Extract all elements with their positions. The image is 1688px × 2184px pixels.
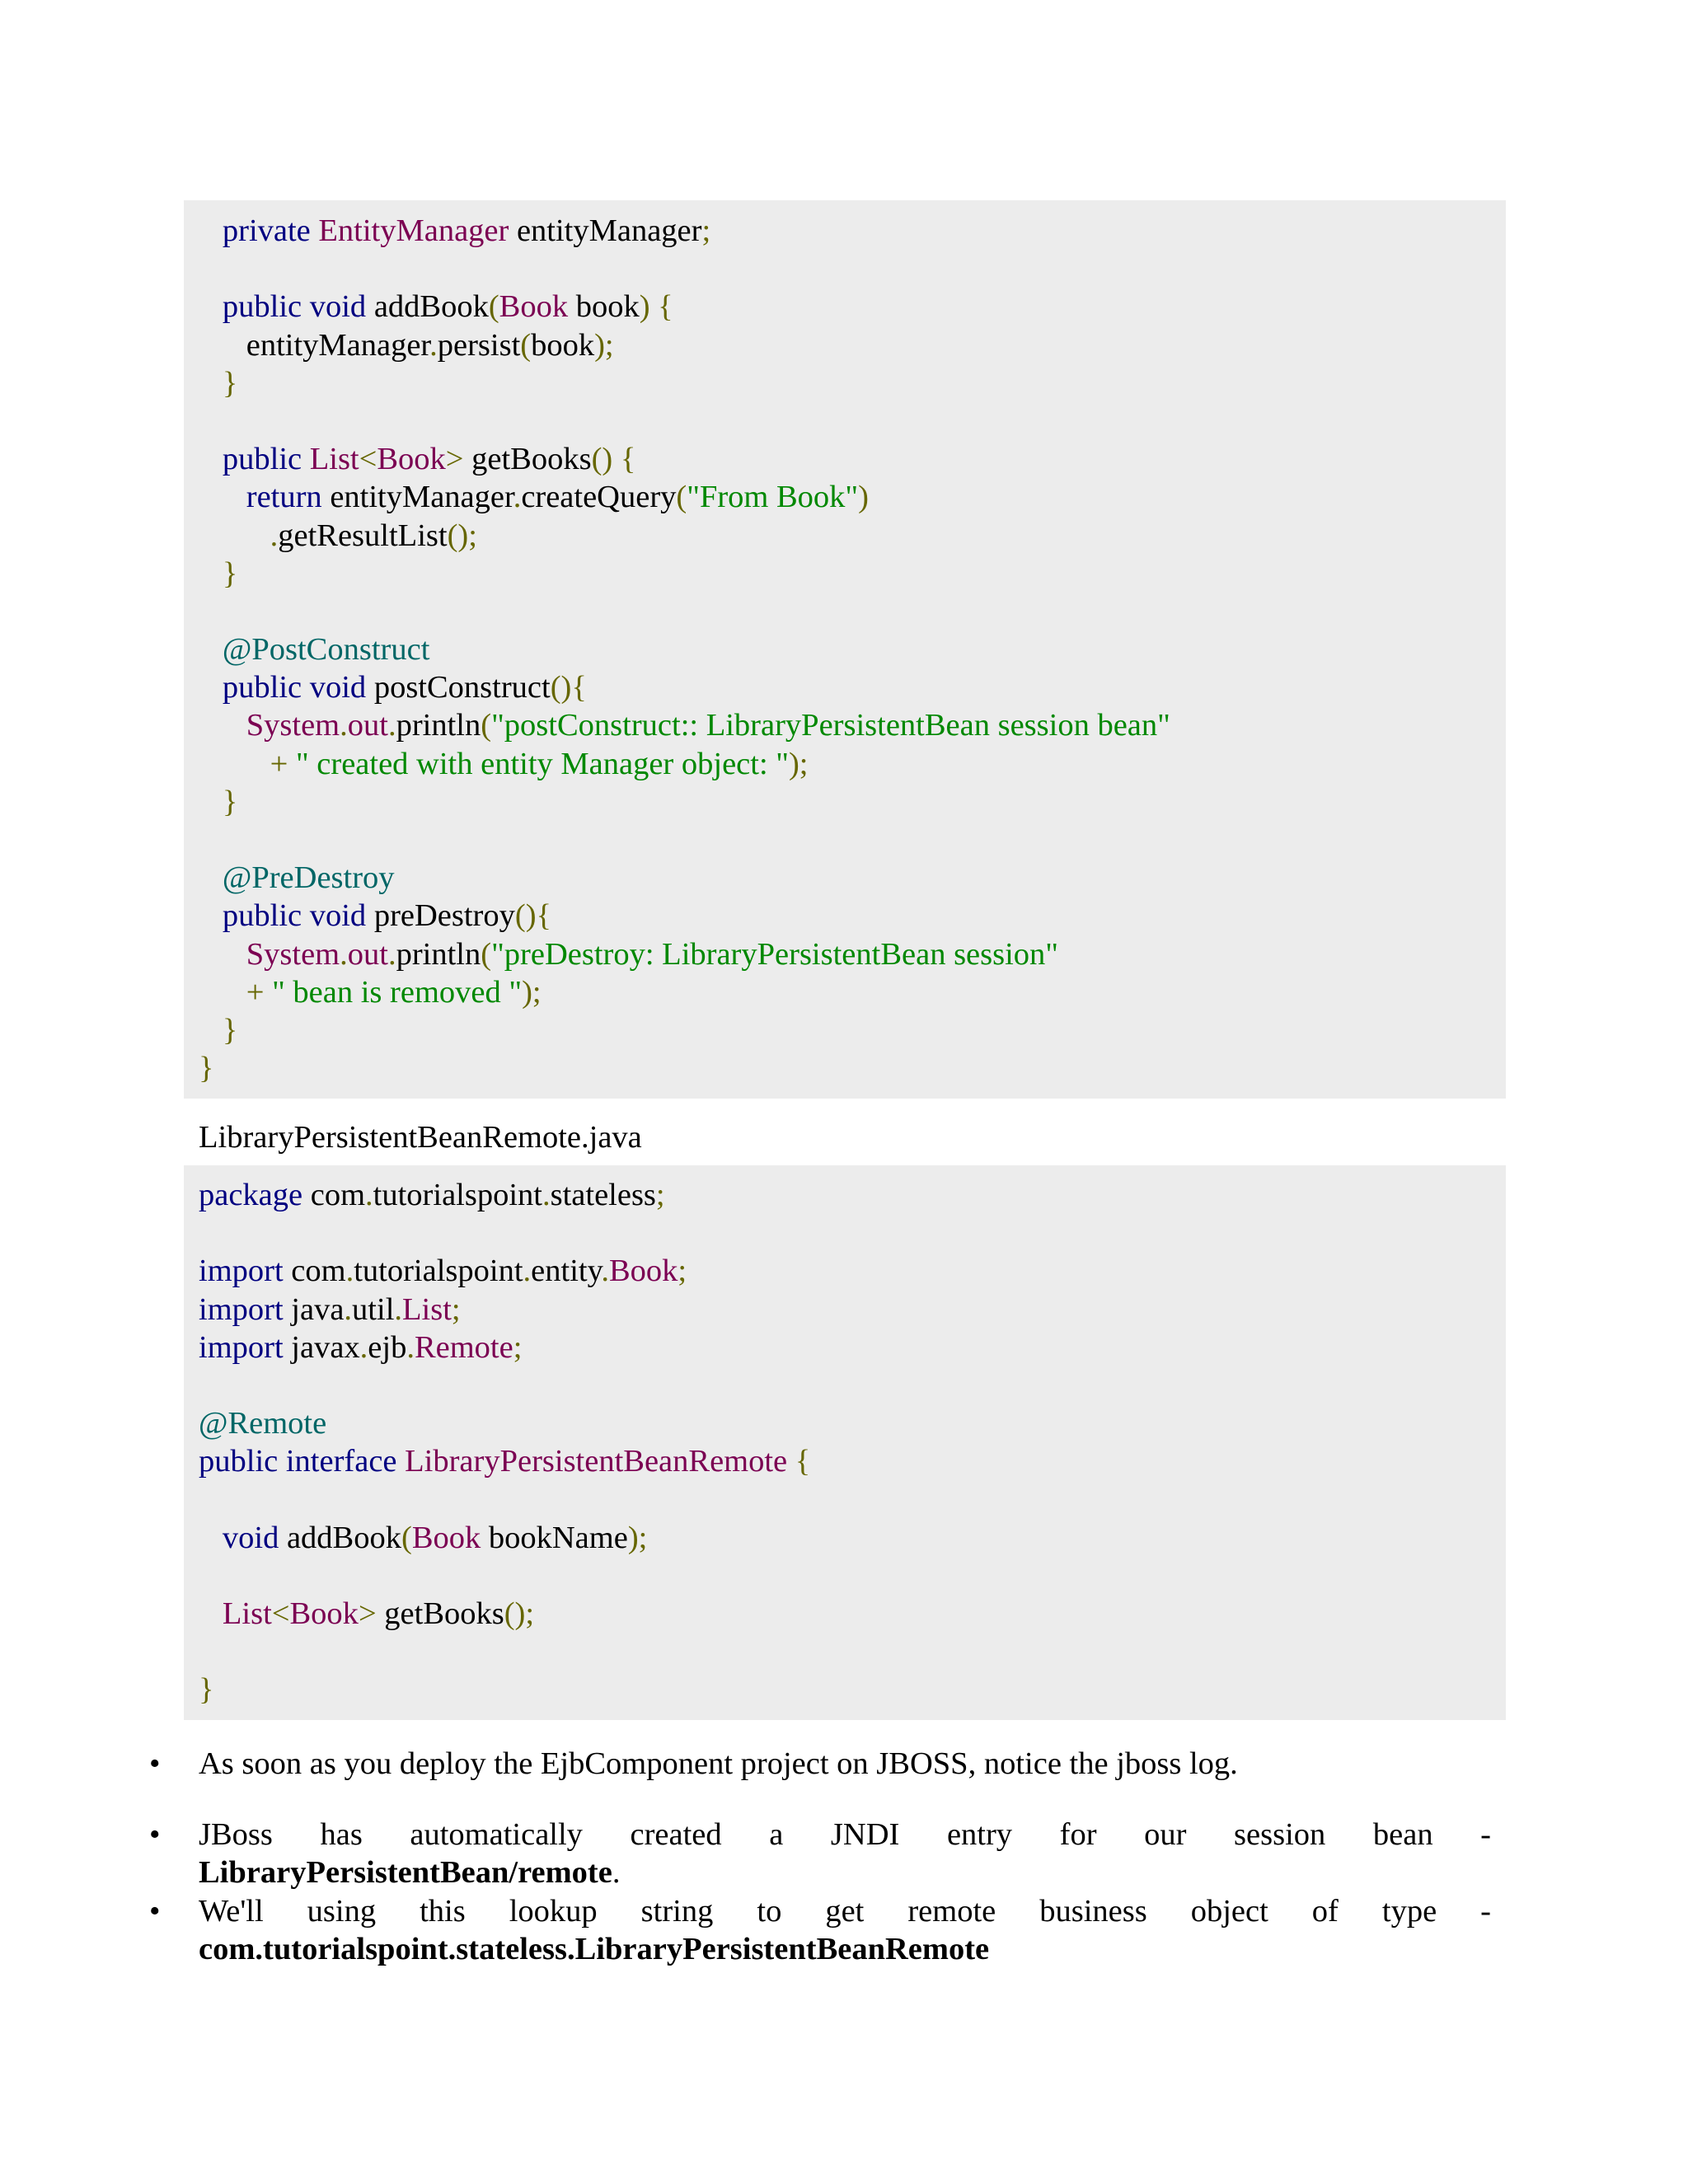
code-token: util — [352, 1291, 395, 1327]
code-token: ; — [513, 1329, 523, 1365]
code-line — [184, 1214, 1506, 1252]
code-line — [184, 1404, 1506, 1442]
code-line — [184, 402, 1506, 440]
bullet-dot: • — [149, 1746, 161, 1781]
code-token: System — [246, 708, 340, 743]
code-token — [199, 480, 246, 514]
code-token: public — [222, 442, 310, 477]
code-line — [184, 859, 1506, 897]
bullet-text-line1: We'll using this lookup string to get remote business object of type - — [199, 1893, 1491, 1929]
code-token: Book — [411, 1520, 481, 1555]
code-token: entityManager — [199, 327, 430, 363]
code-token: ; — [678, 1254, 687, 1289]
code-token — [199, 632, 223, 667]
code-line — [184, 1595, 1506, 1633]
code-token: public void — [222, 289, 374, 325]
code-token — [199, 785, 223, 819]
code-token: @PostConstruct — [222, 632, 430, 668]
code-token: . — [523, 1254, 532, 1289]
code-token: (){ — [550, 670, 587, 705]
code-token: . — [340, 936, 348, 972]
code-token: getBooks — [384, 1596, 504, 1632]
code-token: addBook — [286, 1520, 401, 1555]
code-token: ) — [858, 480, 869, 515]
code-line — [184, 821, 1506, 859]
code-line — [184, 1633, 1506, 1671]
code-block-bean — [184, 200, 1506, 1099]
code-token: List — [402, 1291, 452, 1327]
code-token: "From Book" — [687, 480, 859, 515]
code-token: out — [347, 936, 388, 972]
bullet-list — [149, 1745, 1491, 1968]
code-line — [184, 288, 1506, 326]
code-line — [184, 1252, 1506, 1290]
code-line — [184, 555, 1506, 593]
code-token: import — [199, 1329, 292, 1365]
code-token — [199, 747, 270, 781]
code-token: } — [222, 1012, 238, 1047]
code-token: println — [396, 708, 481, 743]
code-token: { — [787, 1444, 811, 1479]
code-line — [184, 1176, 1506, 1214]
code-line — [184, 440, 1506, 478]
code-token: . — [387, 936, 396, 972]
code-token: . — [345, 1254, 354, 1289]
code-token: Remote — [414, 1329, 513, 1365]
code-token — [199, 1013, 223, 1047]
code-token: < — [359, 442, 377, 477]
code-token: createQuery — [521, 480, 677, 515]
code-line — [184, 745, 1506, 783]
code-token: . — [344, 1291, 353, 1327]
code-token — [199, 670, 223, 705]
code-token: ( — [401, 1520, 412, 1555]
code-token: . — [359, 1329, 368, 1365]
code-token: Book — [377, 442, 446, 477]
code-token: public void — [222, 898, 374, 934]
code-token: getBooks — [471, 442, 592, 477]
code-token: import — [199, 1254, 292, 1289]
code-token: . — [365, 1178, 373, 1212]
code-token: javax — [291, 1329, 360, 1365]
code-token: ( — [488, 289, 499, 325]
bullet-item-lookup — [149, 1892, 1491, 1968]
code-token: > — [358, 1596, 385, 1632]
code-token — [199, 1521, 223, 1555]
code-token: com — [291, 1254, 346, 1289]
bullet-item-deploy — [149, 1745, 1491, 1783]
code-token: ejb — [368, 1329, 407, 1365]
bullet-dot: • — [149, 1893, 161, 1929]
code-token: postConstruct — [373, 670, 551, 705]
code-token: (){ — [514, 898, 551, 934]
code-token: . — [270, 518, 279, 553]
code-token: void — [222, 1520, 287, 1555]
code-token: ); — [627, 1520, 648, 1555]
code-token: List — [222, 1596, 272, 1632]
code-token: ( — [676, 480, 687, 515]
code-token — [199, 366, 223, 401]
code-token: private — [222, 213, 319, 248]
code-token — [199, 860, 223, 895]
code-token: entityManager — [509, 213, 702, 248]
code-line — [184, 517, 1506, 555]
code-token: ; — [451, 1291, 461, 1327]
code-token: import — [199, 1291, 292, 1327]
code-token — [199, 213, 223, 248]
bullet-item-jndi-entry — [149, 1816, 1491, 1891]
code-token: @Remote — [199, 1406, 327, 1441]
code-token: . — [406, 1329, 415, 1365]
code-token: persist — [437, 327, 521, 363]
code-token: @PreDestroy — [222, 860, 395, 896]
code-token: } — [222, 555, 238, 591]
code-token: Book — [289, 1596, 359, 1632]
code-token: . — [387, 708, 396, 743]
code-line — [184, 897, 1506, 935]
code-token: < — [271, 1596, 290, 1632]
code-token: } — [199, 1672, 214, 1708]
bullet-text-tail: . — [612, 1855, 621, 1891]
code-line — [184, 1329, 1506, 1366]
code-token — [199, 442, 223, 476]
code-token: java — [291, 1291, 345, 1327]
code-line — [184, 973, 1506, 1011]
code-token: Book — [608, 1254, 678, 1289]
bullet-bold-jndi-name: LibraryPersistentBean/remote — [199, 1855, 612, 1891]
code-token: + — [270, 746, 296, 781]
code-line — [184, 478, 1506, 516]
code-token: . — [601, 1254, 609, 1289]
code-line — [184, 935, 1506, 973]
code-token: ); — [594, 327, 614, 363]
code-token: () { — [591, 442, 636, 477]
code-line — [184, 326, 1506, 364]
code-token: "preDestroy: LibraryPersistentBean session" — [491, 936, 1059, 972]
code-token: " created with entity Manager object: " — [295, 746, 789, 781]
code-token: ( — [481, 708, 492, 743]
code-token: public void — [222, 670, 374, 705]
code-token — [199, 289, 223, 324]
code-token: book — [568, 289, 640, 325]
code-token — [199, 708, 246, 743]
code-token: LibraryPersistentBeanRemote — [405, 1444, 788, 1479]
code-token: > — [445, 442, 472, 477]
code-token: ); — [522, 974, 542, 1010]
code-token: EntityManager — [318, 213, 509, 248]
code-token: ); — [788, 746, 809, 781]
filename-label: LibraryPersistentBeanRemote.java — [199, 1120, 642, 1155]
code-token: (); — [447, 518, 477, 553]
code-line — [184, 212, 1506, 250]
code-line — [184, 783, 1506, 821]
code-token: ( — [481, 936, 492, 972]
code-token: "postConstruct:: LibraryPersistentBean session bean" — [491, 708, 1170, 743]
code-token: public interface — [199, 1444, 406, 1479]
code-line — [184, 364, 1506, 402]
code-token — [199, 937, 246, 972]
code-token: stateless — [550, 1178, 656, 1212]
code-token: ; — [701, 213, 711, 248]
code-token: out — [347, 708, 388, 743]
code-token: tutorialspoint — [373, 1178, 542, 1212]
bullet-text-line1: JBoss has automatically created a JNDI entry for our session bean - — [199, 1817, 1491, 1853]
code-token: + — [246, 974, 273, 1010]
code-token: } — [222, 784, 238, 819]
code-token: " bean is removed " — [272, 974, 523, 1010]
code-token: tutorialspoint — [354, 1254, 523, 1289]
code-line — [184, 1671, 1506, 1708]
code-line — [184, 1011, 1506, 1049]
code-token: com — [310, 1178, 366, 1212]
code-token: . — [429, 327, 438, 363]
code-block-remote-interface — [184, 1165, 1506, 1720]
code-token: List — [309, 442, 359, 477]
bullet-bold-interface-name: com.tutorialspoint.stateless.LibraryPersistentBeanRemote — [199, 1931, 990, 1966]
code-token: . — [340, 708, 348, 743]
code-token: } — [222, 365, 238, 401]
code-token: ) { — [639, 289, 673, 325]
code-token: . — [394, 1291, 403, 1327]
code-token — [199, 518, 270, 553]
code-token: entity — [531, 1254, 602, 1289]
code-line — [184, 1442, 1506, 1480]
bullet-dot: • — [149, 1817, 161, 1853]
code-token: bookName — [481, 1520, 628, 1555]
code-token: println — [396, 936, 481, 972]
code-line — [184, 1366, 1506, 1404]
code-token: . — [542, 1178, 551, 1212]
code-token: System — [246, 936, 340, 972]
code-token: entityManager — [330, 480, 513, 515]
code-line — [184, 1519, 1506, 1557]
code-token: book — [531, 327, 595, 363]
code-token — [199, 975, 246, 1010]
code-token: return — [246, 480, 331, 515]
code-line — [184, 1291, 1506, 1329]
code-line — [184, 668, 1506, 706]
code-line — [184, 630, 1506, 668]
code-token: } — [199, 1051, 214, 1086]
code-token: ; — [655, 1178, 665, 1212]
code-token: . — [513, 480, 522, 515]
code-token: package — [199, 1178, 311, 1212]
code-token: preDestroy — [373, 898, 515, 934]
code-line — [184, 706, 1506, 744]
code-token — [199, 556, 223, 591]
code-line — [184, 593, 1506, 630]
bullet-text: As soon as you deploy the EjbComponent project on JBOSS, notice the jboss log. — [199, 1746, 1238, 1781]
code-token: (); — [504, 1596, 535, 1632]
code-token: ( — [520, 327, 532, 363]
code-token: Book — [499, 289, 569, 325]
code-line — [184, 1049, 1506, 1087]
code-token: addBook — [373, 289, 489, 325]
code-token — [199, 1596, 223, 1631]
code-token: getResultList — [278, 518, 448, 553]
code-line — [184, 1557, 1506, 1595]
code-token — [199, 898, 223, 933]
code-line — [184, 1481, 1506, 1519]
code-line — [184, 250, 1506, 288]
